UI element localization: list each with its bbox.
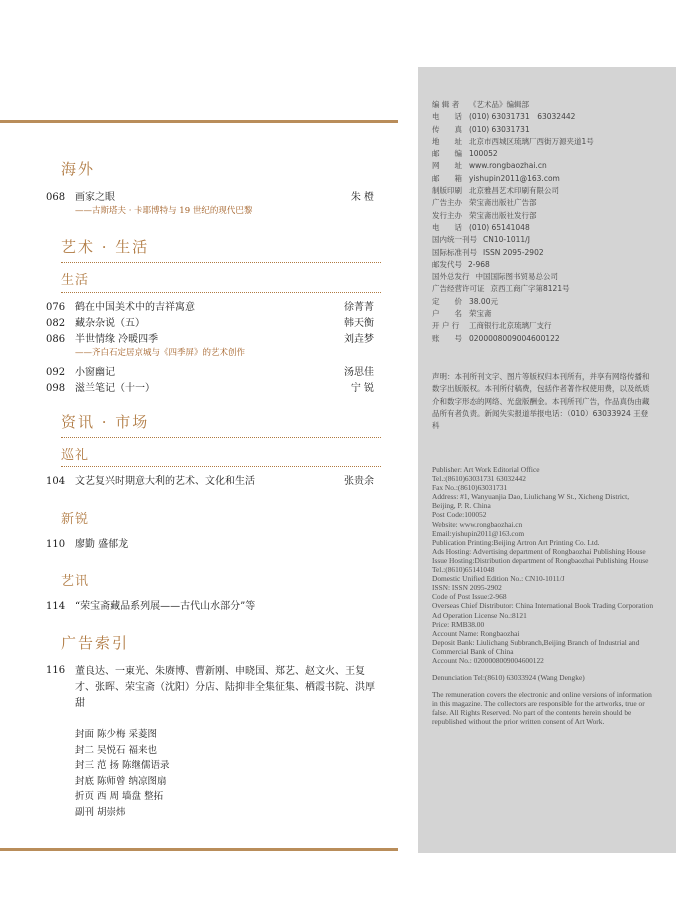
info-key: 编 辑 者 — [432, 100, 460, 109]
section-title-overseas: 海外 — [61, 160, 96, 178]
info-row — [432, 148, 668, 160]
article-title: 滋兰笔记（十一） — [75, 383, 155, 394]
info-value: 0200008009004600122 — [469, 333, 560, 343]
divider — [61, 466, 381, 467]
article-author: 刘垚梦 — [344, 334, 374, 345]
info-key: 电 话 — [432, 112, 462, 122]
info-value: 100052 — [469, 149, 498, 159]
info-key: 发行主办 — [432, 210, 462, 220]
info-value: 《艺术品》编辑部 — [469, 100, 529, 109]
info-value: 北京市西城区琉璃厂西街万源夹道1号 — [469, 136, 594, 146]
info-row — [432, 173, 668, 185]
info-row — [432, 222, 668, 234]
info-row — [432, 136, 668, 148]
english-line: Website: www.rongbaozhai.cn — [432, 519, 523, 529]
info-value: ISSN 2095-2902 — [483, 247, 544, 257]
article-title: “荣宝斋藏品系列展——古代山水部分”等 — [75, 601, 256, 612]
english-line: Ads Hosting: Advertising department of Rongbaozhai Publishing House — [432, 546, 646, 556]
info-key: 邮 编 — [432, 149, 462, 159]
info-key: 国际标准刊号 — [432, 247, 477, 257]
info-value: 荣宝斋出版社发行部 — [469, 210, 537, 220]
page-number: 086 — [46, 334, 66, 345]
info-key: 电 话 — [432, 222, 462, 232]
cover-credit: 封面 陈少梅 采菱图 — [75, 729, 158, 740]
info-key: 传 真 — [432, 124, 462, 134]
info-value: 工商银行北京琉璃厂支行 — [469, 321, 552, 331]
section-title-art-life: 艺术 · 生活 — [61, 238, 150, 256]
info-key: 广告经营许可证 — [432, 284, 485, 294]
info-row — [432, 197, 668, 209]
article-title: 鹤在中国美术中的吉祥寓意 — [75, 302, 195, 313]
info-value: 荣宝斋 — [469, 309, 492, 319]
divider — [61, 262, 381, 263]
section-title-news-market: 资讯 · 市场 — [61, 413, 150, 431]
remuneration-note: The remuneration covers the electronic and online versions of information in this magazine. The collectors are responsible for the artworks, true or false. All Rights Reserved. No part of the contents herein should be republished without the prior written consent of Art Work. — [432, 690, 652, 727]
info-value: 2-968 — [468, 259, 490, 269]
bottom-rule — [0, 848, 398, 851]
page-number: 098 — [46, 383, 66, 394]
article-author: 张贵余 — [344, 476, 374, 487]
english-line: Publisher: Art Work Editorial Office — [432, 465, 540, 474]
info-row — [432, 160, 668, 172]
article-title: 藏杂杂说（五） — [75, 318, 145, 329]
subsection-title-tour: 巡礼 — [61, 448, 90, 463]
page-number: 116 — [46, 665, 66, 676]
english-line: Deposit Bank: Liulichang Subbranch,Beijing Branch of Industrial and Commercial Bank of China — [432, 637, 640, 656]
article-author: 朱 橙 — [350, 192, 374, 203]
info-row — [432, 99, 668, 111]
info-value: 中国国际图书贸易总公司 — [475, 272, 558, 282]
article-title: 画家之眼 — [75, 192, 115, 203]
subsection-title-emerging: 新锐 — [61, 512, 90, 527]
english-line: Email:yishupin2011@163.com — [432, 528, 525, 538]
english-line: Issue Hosting:Distribution department of Rongbaozhai Publishing House — [432, 555, 649, 565]
spacer — [432, 682, 654, 690]
article-subtitle: ——古斯塔夫 · 卡耶博特与 19 世纪的现代巴黎 — [75, 206, 253, 216]
info-key: 邮发代号 — [432, 259, 462, 269]
english-line: Fax No.:(8610)63031731 — [432, 483, 508, 493]
english-line: Account Name: Rongbaozhai — [432, 628, 520, 638]
ad-index-text: 董良达、一東光、朱赓博、曹新刚、申晓国、郑艺、赵文火、王复才、张晖、荣宝斋（沈阳）分店、陆抑非全集征集、栖霞书院、洪厚甜 — [75, 666, 375, 709]
english-line: Code of Post Issue:2-968 — [432, 592, 507, 602]
english-masthead — [432, 465, 654, 727]
divider — [61, 292, 381, 293]
info-row — [432, 271, 668, 283]
info-row — [432, 247, 668, 259]
info-value: www.rongbaozhai.cn — [469, 161, 547, 171]
article-title: 廖勤 盛郁龙 — [75, 539, 129, 550]
info-value: 京西工商广字第8121号 — [490, 284, 570, 294]
info-key: 账 号 — [432, 333, 462, 343]
info-row — [432, 333, 668, 345]
masthead-panel — [418, 67, 676, 853]
info-value: (010) 63031731 63032442 — [469, 112, 576, 122]
info-key: 广告主办 — [432, 198, 462, 208]
info-value: 荣宝斋出版社广告部 — [469, 198, 537, 208]
page-number: 068 — [46, 192, 66, 203]
info-row — [432, 296, 668, 308]
info-key: 网 址 — [432, 161, 462, 171]
info-row — [432, 124, 668, 136]
cover-credit: 折页 西 周 墙盘 整拓 — [75, 791, 164, 802]
page-number: 076 — [46, 302, 66, 313]
info-row — [432, 111, 668, 123]
article-author: 宁 锐 — [350, 383, 374, 394]
english-line: Tel.:(8610)63031731 63032442 — [432, 474, 526, 484]
info-row — [432, 283, 668, 295]
info-key: 定 价 — [432, 296, 462, 306]
divider — [61, 437, 381, 438]
info-key: 邮 箱 — [432, 173, 462, 183]
page-number: 092 — [46, 367, 66, 378]
article-title: 半世情缘 冷暖四季 — [75, 334, 159, 345]
info-value: (010) 65141048 — [469, 222, 530, 232]
info-key: 户 名 — [432, 309, 462, 319]
page-number: 104 — [46, 476, 66, 487]
subsection-title-art-news: 艺讯 — [61, 574, 90, 589]
english-line: Post Code:100052 — [432, 510, 487, 520]
english-line: Address: #1, Wanyuanjia Dao, Liulichang W St., Xicheng District, Beijing, P. R. China — [432, 492, 630, 511]
english-line: Publication Printing:Beijing Artron Art Printing Co. Ltd. — [432, 537, 600, 547]
article-author: 韩天衡 — [344, 318, 374, 329]
info-value: 北京雅昌艺术印刷有限公司 — [469, 186, 559, 196]
article-author: 徐菁菁 — [344, 302, 374, 313]
info-key: 国外总发行 — [432, 272, 470, 282]
page-number: 082 — [46, 318, 66, 329]
info-row — [432, 308, 668, 320]
english-line: Domestic Unified Edition No.: CN10-1011/J — [432, 574, 565, 584]
section-title-ad-index: 广告索引 — [61, 634, 130, 652]
info-row — [432, 234, 668, 246]
info-value: yishupin2011@163.com — [469, 173, 560, 183]
article-author: 汤思佳 — [344, 367, 374, 378]
info-key: 地 址 — [432, 136, 462, 146]
article-title: 文艺复兴时期意大利的艺术、文化和生活 — [75, 476, 255, 487]
copyright-declaration: 声明：本刊所刊文字、图片等版权归本刊所有，并享有网络传播和数字出版版权。本刊所付稿费，包括作者著作权使用费，以及纸质介和数字形态的网络、光盘版酬金。本刊所刊广告，作品真伪由藏品所有者负责。新闻失实报道举报电话：（010）63033924 王登科 — [432, 372, 650, 431]
english-line: Ad Operation License No.:8121 — [432, 610, 527, 620]
info-row — [432, 259, 668, 271]
english-line: Overseas Chief Distributor: China International Book Trading Corporation — [432, 601, 654, 611]
spacer — [432, 665, 654, 673]
subsection-title-life: 生活 — [61, 273, 90, 288]
info-value: 38.00元 — [469, 296, 498, 306]
article-subtitle: ——齐白石定居京城与《四季屏》的艺术创作 — [75, 348, 246, 358]
page-number: 114 — [46, 601, 66, 612]
info-row — [432, 320, 668, 332]
info-row — [432, 185, 668, 197]
info-value: CN10-1011/J — [483, 235, 530, 245]
cover-credit: 封底 陈师曾 纳凉图扇 — [75, 775, 167, 787]
english-line: Account No.: 0200008009004600122 — [432, 655, 544, 665]
info-value: (010) 63031731 — [469, 124, 530, 134]
masthead-info — [432, 99, 668, 345]
english-line: ISSN: ISSN 2095-2902 — [432, 583, 502, 593]
info-key: 国内统一刊号 — [432, 235, 477, 245]
info-row — [432, 210, 668, 222]
toc-entry[interactable] — [46, 191, 380, 219]
info-key: 开 户 行 — [432, 321, 460, 331]
english-line: Price: RMB38.00 — [432, 619, 485, 629]
page-number: 110 — [46, 539, 66, 550]
denunciation-line: Denunciation Tel:(8610) 63033924 (Wang Dengke) — [432, 673, 585, 683]
cover-credits — [75, 727, 170, 820]
english-line: Tel.:(8610)65141048 — [432, 565, 495, 575]
cover-credit: 封三 范 扬 陈继儒语录 — [75, 760, 170, 771]
article-title: 小窗幽记 — [75, 367, 115, 378]
cover-credit: 副刊 胡崇炜 — [75, 806, 126, 818]
info-key: 制版印刷 — [432, 186, 462, 196]
cover-credit: 封二 吴悦石 福来也 — [75, 744, 158, 756]
